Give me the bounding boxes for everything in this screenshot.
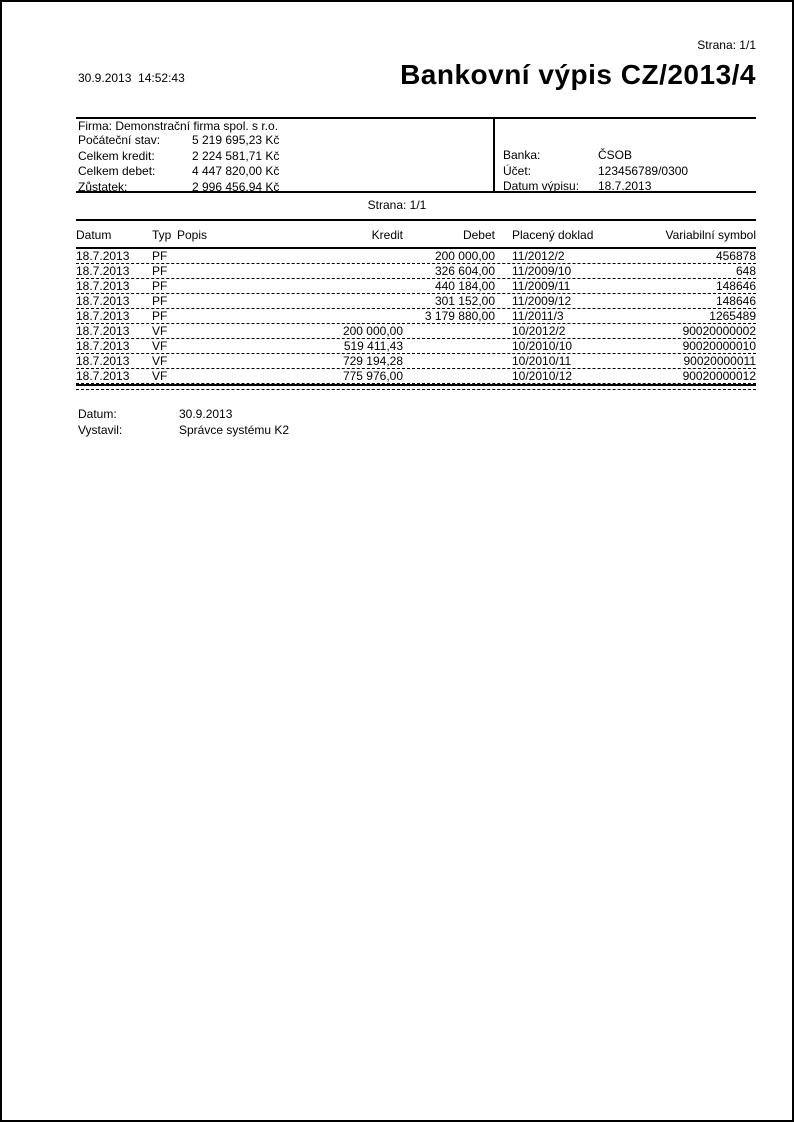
- col-header-datum: Datum: [76, 228, 112, 242]
- cell-symbol: 456878: [715, 249, 756, 263]
- cell-datum: 18.7.2013: [76, 249, 130, 263]
- cell-datum: 18.7.2013: [76, 339, 130, 353]
- summary-label: Zůstatek:: [78, 179, 128, 194]
- cell-datum: 18.7.2013: [76, 309, 130, 323]
- cell-doklad: 11/2009/11: [512, 279, 571, 293]
- cell-datum: 18.7.2013: [76, 369, 130, 383]
- footer-value: Správce systému K2: [179, 423, 290, 437]
- cell-typ: PF: [152, 294, 168, 308]
- cell-debet: 326 604,00: [434, 264, 495, 278]
- col-header-typ: Typ: [152, 228, 172, 242]
- cell-doklad: 10/2010/12: [512, 369, 573, 383]
- cell-typ: VF: [152, 354, 168, 368]
- cell-symbol: 148646: [715, 294, 756, 308]
- footer-row: [78, 406, 289, 422]
- table-header-row: [76, 221, 756, 249]
- summary-label: Počáteční stav:: [78, 133, 161, 147]
- cell-kredit: 519 411,43: [343, 339, 403, 353]
- table-row: [76, 249, 756, 264]
- cell-doklad: 10/2010/10: [512, 339, 573, 353]
- table-row: [76, 294, 756, 309]
- cell-debet: 200 000,00: [434, 249, 495, 263]
- summary-row: [78, 164, 279, 180]
- cell-symbol: 90020000011: [683, 354, 756, 368]
- bank-label: Banka:: [503, 148, 541, 162]
- table-end-rule: [76, 384, 756, 390]
- bank-label: Účet:: [503, 163, 532, 178]
- cell-kredit: 729 194,28: [342, 354, 403, 368]
- cell-datum: 18.7.2013: [76, 294, 130, 308]
- cell-typ: PF: [152, 249, 168, 263]
- summary-value: 5 219 695,23 Kč: [192, 133, 280, 147]
- cell-typ: VF: [152, 339, 168, 353]
- summary-row: [78, 180, 279, 196]
- summary-totals: [78, 133, 279, 195]
- bank-info: [503, 148, 688, 195]
- footer-row: [78, 422, 289, 438]
- company-line: Firma: Demonstrační firma spol. s r.o.: [78, 119, 279, 133]
- summary-box: [76, 117, 756, 193]
- bank-value: 18.7.2013: [598, 179, 652, 193]
- footer-label: Datum:: [78, 407, 117, 421]
- cell-doklad: 10/2012/2: [512, 324, 566, 338]
- cell-datum: 18.7.2013: [76, 264, 130, 278]
- cell-typ: PF: [152, 309, 168, 323]
- summary-value: 2 996 456,94 Kč: [192, 179, 280, 194]
- cell-symbol: 90020000010: [682, 339, 756, 353]
- summary-value: 2 224 581,71 Kč: [192, 148, 280, 163]
- col-spacer: [495, 228, 512, 242]
- page-number-label: Strana: 1/1: [697, 38, 756, 52]
- cell-debet: 3 179 880,00: [424, 309, 495, 323]
- cell-symbol: 648: [735, 264, 756, 278]
- print-timestamp: 30.9.2013 14:52:43: [78, 71, 185, 85]
- footer-label: Vystavil:: [78, 423, 123, 437]
- report-title: Bankovní výpis CZ/2013/4: [400, 59, 756, 90]
- cell-debet: 440 184,00: [434, 279, 495, 293]
- cell-symbol: 90020000002: [682, 324, 756, 338]
- bank-value: 123456789/0300: [598, 163, 689, 178]
- cell-doklad: 11/2009/12: [512, 294, 572, 308]
- summary-value: 4 447 820,00 Kč: [192, 164, 280, 178]
- col-header-doklad: Placený doklad: [512, 228, 594, 242]
- col-header-kredit: Kredit: [371, 228, 403, 242]
- table-row: [76, 309, 756, 324]
- bank-row: [503, 179, 688, 195]
- table-row: [76, 264, 756, 279]
- bank-row: [503, 164, 688, 180]
- cell-doklad: 11/2009/10: [512, 264, 572, 278]
- footer-value: 30.9.2013: [179, 407, 233, 421]
- page-number-center: Strana: 1/1: [367, 198, 427, 212]
- cell-typ: PF: [152, 264, 168, 278]
- summary-row: [78, 133, 279, 149]
- report-footer: [78, 406, 289, 438]
- cell-symbol: 148646: [715, 279, 756, 293]
- table-row: [76, 324, 756, 339]
- cell-symbol: 1265489: [709, 309, 756, 323]
- summary-label: Celkem kredit:: [78, 148, 155, 163]
- cell-debet: 301 152,00: [434, 294, 495, 308]
- table-row: [76, 354, 756, 369]
- cell-kredit: 200 000,00: [342, 324, 403, 338]
- cell-typ: VF: [152, 369, 168, 383]
- col-header-debet: Debet: [462, 228, 495, 242]
- cell-typ: PF: [152, 279, 168, 293]
- summary-row: [78, 149, 279, 165]
- cell-datum: 18.7.2013: [76, 324, 130, 338]
- cell-typ: VF: [152, 324, 168, 338]
- bank-label: Datum výpisu:: [503, 179, 580, 193]
- cell-datum: 18.7.2013: [76, 279, 130, 293]
- table-row: [76, 279, 756, 294]
- col-header-popis: Popis: [177, 228, 208, 242]
- summary-vertical-divider: [493, 119, 495, 191]
- cell-doklad: 11/2012/2: [512, 249, 565, 263]
- bank-row: [503, 148, 688, 164]
- summary-label: Celkem debet:: [78, 164, 156, 178]
- cell-kredit: 775 976,00: [342, 369, 403, 383]
- col-header-symbol: Variabilní symbol: [665, 228, 756, 242]
- cell-symbol: 90020000012: [682, 369, 756, 383]
- bank-value: ČSOB: [598, 148, 633, 162]
- transactions-table: [76, 219, 756, 390]
- table-row: [76, 339, 756, 354]
- cell-datum: 18.7.2013: [76, 354, 130, 368]
- table-row: [76, 369, 756, 384]
- cell-doklad: 11/2011/3: [512, 309, 564, 323]
- cell-doklad: 10/2010/11: [512, 354, 572, 368]
